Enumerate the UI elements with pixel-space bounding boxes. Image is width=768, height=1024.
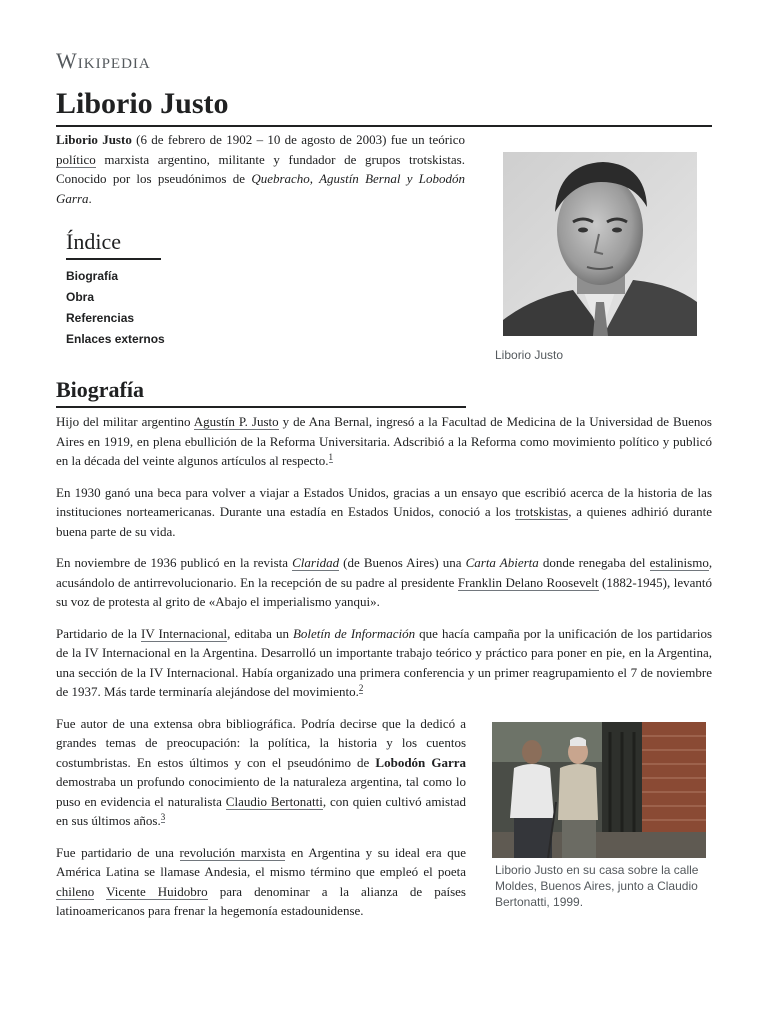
thumbnail-image [492, 722, 706, 858]
italic-carta-abierta: Carta Abierta [465, 555, 539, 570]
text: , acusándolo de antirrevolucionario. En la recepción de su padre al presidente [56, 555, 713, 590]
link-vicente-huidobro[interactable]: Vicente Huidobro [106, 883, 208, 899]
portrait-photo[interactable] [503, 152, 697, 336]
lead-text: marxista argentino, militante y fundador de grupos trotskistas. Conocido por los pseudónimos de [56, 151, 465, 186]
thumbnail-figure [492, 722, 706, 910]
link-revolucion-marxista[interactable]: revolución marxista [179, 844, 286, 860]
text: Fue autor de una extensa obra bibliográfica. Podría decirse que la dedicó a grandes temas de preocupación: la política, la historia y los cuentos costumbristas. En estos últimos y con el pseudónimo de [56, 715, 466, 770]
reference-2[interactable]: 2 [358, 682, 364, 693]
lead-dates: (6 de febrero de 1902 – 10 de agosto de 2003) fue un teórico [136, 132, 466, 147]
link-agustin-p-justo[interactable]: Agustín P. Justo [193, 414, 279, 429]
portrait-caption: Liborio Justo [495, 348, 564, 362]
table-of-contents [66, 228, 266, 350]
text: (1882-1945), levantó su voz de protesta al grito de «Abajo el imperialismo yanqui». [56, 574, 712, 609]
text: y de Ana Bernal, ingresó a la Facultad de Medicina de la Universidad de Buenos Aires en 1919, en plena ebullición de la Reforma Universitaria. Adscribió a la Reforma como movimiento político y publicó en la década del veinte algunos artículos al respecto. [56, 414, 712, 468]
toc-item-obra[interactable]: Obra [66, 290, 95, 304]
text: , editaba un [227, 625, 289, 641]
paragraph-5 [56, 714, 466, 831]
italic-boletin: Boletín de Información [292, 625, 416, 641]
text: En 1930 ganó una beca para volver a viajar a Estados Unidos, gracias a un ensayo que escribió acerca de la historia de las instituciones norteamericanas. Durante una estadía en Estados Unidos, conoció a los [56, 484, 712, 519]
link-politico[interactable]: político [56, 151, 96, 167]
text: que hacía campaña por la unificación de los partidarios de la IV Internacional en la Argentina. Desarrolló un importante trabajo teórico y práctico para poner en pie, en la Argentina, una sección de la IV Internacional. Había organizado una primera conferencia y un primer reagrupamiento el 7 de noviembre de 1937. Más tarde terminaría alejándose del movimiento. [56, 625, 713, 699]
toc-title: Índice [66, 228, 161, 260]
lead-paragraph [56, 130, 465, 208]
paragraph-2 [56, 483, 712, 542]
text: para denominar a la alianza de países latinoamericanos para frenar la hegemonía estadounidense. [56, 883, 466, 918]
paragraph-3 [56, 553, 712, 612]
wordmark-text: Wikipedia [56, 48, 151, 73]
lead-end: . [88, 190, 92, 206]
link-trotskistas[interactable]: trotskistas [515, 504, 569, 519]
text: demostraba un profundo conocimiento de la naturaleza argentina, tal como lo puso en evidencia el naturalista [56, 774, 466, 809]
toc-item-biografia[interactable]: Biografía [66, 269, 119, 283]
text: Fue partidario de una [56, 844, 174, 860]
text: , a quienes adhirió durante buena parte de su vida. [56, 504, 712, 539]
italic-claridad: Claridad [292, 555, 340, 570]
toc-item-enlaces-externos[interactable]: Enlaces externos [66, 332, 165, 346]
paragraph-4 [56, 624, 712, 702]
toc-item-referencias[interactable]: Referencias [66, 311, 135, 325]
link-claridad[interactable] [292, 555, 339, 571]
text: (de Buenos Aires) una [343, 555, 462, 570]
link-chileno[interactable]: chileno [56, 883, 95, 899]
link-franklin-delano-roosevelt[interactable]: Franklin Delano Roosevelt [457, 574, 599, 590]
text: En noviembre de 1936 publicó en la revista [56, 555, 289, 570]
link-estalinismo[interactable]: estalinismo [649, 555, 709, 570]
link-claudio-bertonatti[interactable]: Claudio Bertonatti [225, 793, 323, 809]
section-heading-biografia: Biografía [56, 376, 466, 408]
lead-pseudonyms: Quebracho, Agustín Bernal y Lobodón Garra [56, 171, 466, 206]
wikipedia-wordmark[interactable] [56, 48, 151, 74]
paragraph-6 [56, 843, 466, 921]
text: Partidario de la [56, 625, 137, 641]
text: en Argentina y su ideal era que América Latina se llamase Andesia, el mismo término que empleó el poeta [56, 844, 467, 879]
text: , con quien cultivó amistad en sus últimos años. [56, 793, 466, 828]
paragraph-1 [56, 412, 712, 471]
thumbnail-caption: Liborio Justo en su casa sobre la calle Moldes, Buenos Aires, junto a Claudio Bertonatti, 1999. [495, 863, 699, 909]
reference-3[interactable]: 3 [160, 811, 166, 822]
bold-lobodon-garra: Lobodón Garra [375, 754, 467, 770]
lead-subject-name: Liborio Justo [56, 132, 132, 147]
link-iv-internacional[interactable]: IV Internacional [141, 625, 228, 641]
page-title: Liborio Justo [56, 86, 712, 127]
toc-list [66, 266, 266, 350]
text: donde renegaba del [542, 555, 646, 570]
reference-1[interactable]: 1 [328, 451, 334, 462]
text: Hijo del militar argentino [56, 414, 191, 429]
portrait-image [503, 152, 697, 336]
thumbnail-photo[interactable] [492, 722, 706, 858]
